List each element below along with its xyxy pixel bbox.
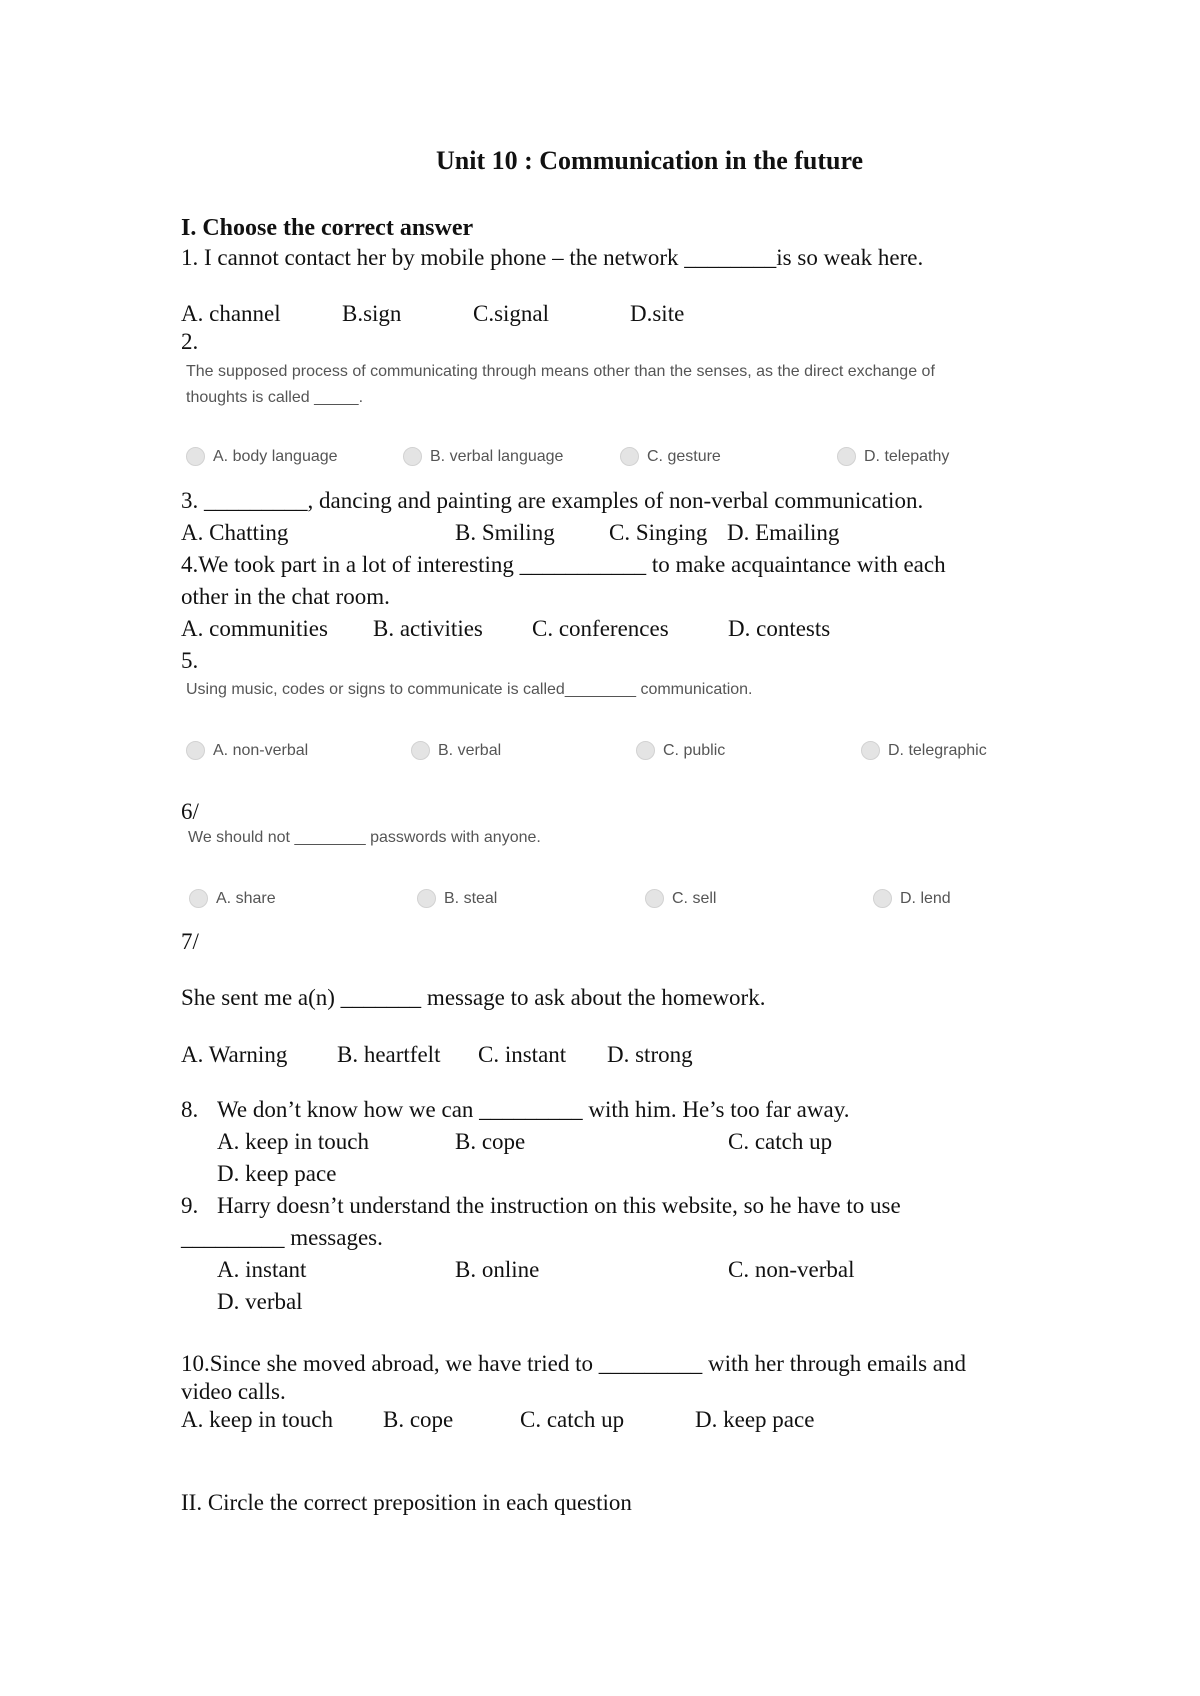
q5-option-b[interactable]	[411, 741, 501, 760]
question-1: 1. I cannot contact her by mobile phone – the network ________is so weak here.	[181, 245, 924, 270]
question-7-number: 7/	[181, 929, 199, 954]
option-label: C. gesture	[647, 447, 721, 465]
q5-option-c[interactable]	[636, 741, 725, 760]
radio-button-icon[interactable]	[636, 741, 655, 760]
q7-option-c: C. instant	[478, 1042, 567, 1067]
q2-option-a[interactable]	[186, 447, 338, 466]
radio-button-icon[interactable]	[417, 889, 436, 908]
option-label: C. public	[663, 741, 726, 759]
q3-option-b: B. Smiling	[455, 520, 555, 545]
radio-button-icon[interactable]	[873, 889, 892, 908]
q5-option-a[interactable]	[186, 741, 308, 760]
q9-option-d: D. verbal	[217, 1289, 303, 1314]
option-label: D. telepathy	[864, 447, 950, 465]
question-2-number: 2.	[181, 329, 199, 354]
section-heading-2: II. Circle the correct preposition in each question	[181, 1490, 632, 1515]
q6-option-a[interactable]	[189, 889, 276, 908]
option-label: A. body language	[213, 447, 338, 465]
option-label: A. share	[216, 889, 276, 907]
radio-button-icon[interactable]	[403, 447, 422, 466]
q5-option-d[interactable]	[861, 741, 987, 760]
question-5-number: 5.	[181, 648, 199, 673]
question-9-line2: _________ messages.	[181, 1225, 383, 1250]
q9-option-b: B. online	[455, 1257, 540, 1282]
question-5-text: Using music, codes or signs to communicate is called________ communication.	[186, 681, 753, 698]
question-6-number: 6/	[181, 799, 199, 824]
q4-option-c: C. conferences	[532, 616, 669, 641]
q2-option-d[interactable]	[837, 447, 949, 466]
q3-option-d: D. Emailing	[727, 520, 840, 545]
q8-option-d: D. keep pace	[217, 1161, 337, 1186]
option-label: B. verbal	[438, 741, 502, 759]
option-label: A. non-verbal	[213, 741, 309, 759]
q4-option-a: A. communities	[181, 616, 328, 641]
q6-option-c[interactable]	[645, 889, 716, 908]
radio-button-icon[interactable]	[189, 889, 208, 908]
q7-option-a: A. Warning	[181, 1042, 288, 1067]
q10-option-b: B. cope	[383, 1407, 454, 1432]
page-title: Unit 10 : Communication in the future	[436, 146, 864, 175]
radio-button-icon[interactable]	[411, 741, 430, 760]
q1-option-c: C.signal	[473, 301, 550, 326]
q9-option-a: A. instant	[217, 1257, 307, 1282]
q10-option-c: C. catch up	[520, 1407, 625, 1432]
option-label: B. verbal language	[430, 447, 564, 465]
q1-option-a: A. channel	[181, 301, 281, 326]
radio-button-icon[interactable]	[645, 889, 664, 908]
q1-option-d: D.site	[630, 301, 685, 326]
question-8-number: 8.	[181, 1097, 199, 1122]
q2-option-b[interactable]	[403, 447, 563, 466]
q10-option-d: D. keep pace	[695, 1407, 815, 1432]
question-6-text: We should not ________ passwords with anyone.	[188, 829, 541, 846]
q1-option-b: B.sign	[342, 301, 402, 326]
q6-option-d[interactable]	[873, 889, 951, 908]
q10-option-a: A. keep in touch	[181, 1407, 334, 1432]
question-2-text-line1: The supposed process of communicating through means other than the senses, as the direct exchange of	[186, 363, 935, 380]
question-9-line1: Harry doesn’t understand the instruction on this website, so he have to use	[217, 1193, 901, 1218]
radio-button-icon[interactable]	[861, 741, 880, 760]
question-2-text-line2: thoughts is called _____.	[186, 389, 364, 406]
q9-option-c: C. non-verbal	[728, 1257, 855, 1282]
q7-option-d: D. strong	[607, 1042, 693, 1067]
q8-option-a: A. keep in touch	[217, 1129, 370, 1154]
question-4-line1: 4.We took part in a lot of interesting ___________ to make acquaintance with each	[181, 552, 946, 577]
q8-option-b: B. cope	[455, 1129, 526, 1154]
question-7-text: She sent me a(n) _______ message to ask about the homework.	[181, 985, 766, 1010]
q4-option-d: D. contests	[728, 616, 831, 641]
radio-button-icon[interactable]	[186, 447, 205, 466]
option-label: C. sell	[672, 889, 717, 907]
option-label: D. telegraphic	[888, 741, 987, 759]
q2-option-c[interactable]	[620, 447, 721, 466]
q3-option-c: C. Singing	[609, 520, 708, 545]
radio-button-icon[interactable]	[837, 447, 856, 466]
question-3: 3. _________, dancing and painting are examples of non-verbal communication.	[181, 488, 924, 513]
question-10-line1: 10.Since she moved abroad, we have tried to _________ with her through emails and	[181, 1351, 967, 1376]
question-9-number: 9.	[181, 1193, 199, 1218]
question-8-text: We don’t know how we can _________ with him. He’s too far away.	[217, 1097, 850, 1122]
option-label: B. steal	[444, 889, 498, 907]
q4-option-b: B. activities	[373, 616, 483, 641]
radio-button-icon[interactable]	[186, 741, 205, 760]
q3-option-a: A. Chatting	[181, 520, 289, 545]
question-4-line2: other in the chat room.	[181, 584, 390, 609]
option-label: D. lend	[900, 889, 951, 907]
q8-option-c: C. catch up	[728, 1129, 833, 1154]
question-10-line2: video calls.	[181, 1379, 286, 1404]
q6-option-b[interactable]	[417, 889, 497, 908]
q7-option-b: B. heartfelt	[337, 1042, 441, 1067]
radio-button-icon[interactable]	[620, 447, 639, 466]
section-heading-1: I. Choose the correct answer	[181, 215, 474, 241]
